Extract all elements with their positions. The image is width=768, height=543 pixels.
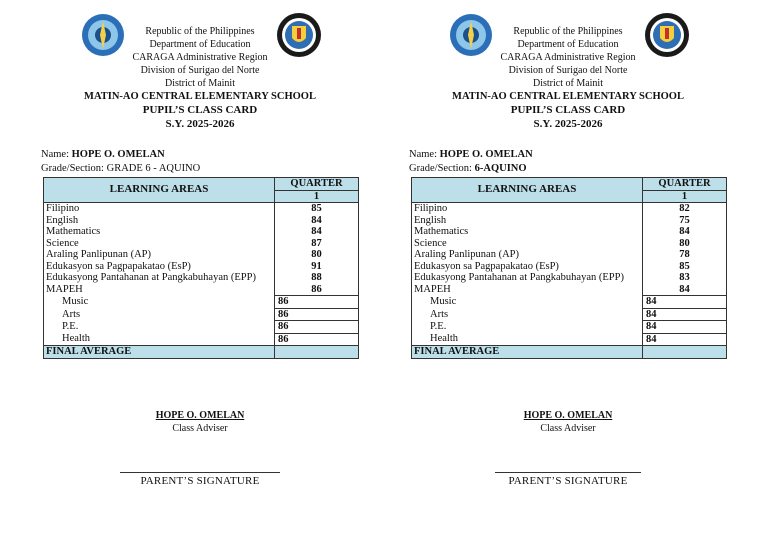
final-average-value (643, 346, 727, 359)
school-year: S.Y. 2025-2026 (165, 118, 235, 130)
mapeh-component: Health (412, 333, 643, 346)
mapeh-component: Arts (44, 308, 275, 321)
card-header (38, 25, 362, 131)
mapeh-grade: 84 (643, 333, 727, 346)
grade-section-label: Grade/Section: (409, 163, 472, 174)
pupil-name: HOPE O. OMELAN (439, 149, 533, 160)
table-row (412, 203, 727, 215)
learning-areas-header: LEARNING AREAS (44, 178, 275, 203)
subject-name: Edukasyong Pantahanan at Pangkabuhayan (EPP) (44, 272, 275, 284)
header-republic: Republic of the Philippines (513, 26, 623, 37)
grades-table (43, 177, 359, 359)
header-department: Department of Education (149, 39, 251, 50)
final-average-label: FINAL AVERAGE (412, 346, 643, 359)
adviser-title: Class Adviser (540, 423, 596, 434)
final-average-row (44, 346, 359, 359)
subject-grade: 86 (275, 284, 359, 296)
mapeh-component: Music (412, 296, 643, 309)
subject-name: Araling Panlipunan (AP) (412, 249, 643, 261)
table-row (412, 238, 727, 250)
mapeh-grade: 86 (275, 333, 359, 346)
mapeh-component: P.E. (44, 321, 275, 334)
header-region: CARAGA Administrative Region (500, 52, 636, 63)
card-header (406, 25, 730, 131)
subject-grade: 87 (275, 238, 359, 250)
table-row (44, 238, 359, 250)
school-year: S.Y. 2025-2026 (533, 118, 603, 130)
subject-name: Mathematics (44, 226, 275, 238)
mapeh-grade: 84 (643, 296, 727, 309)
table-row (412, 272, 727, 284)
subject-grade: 91 (275, 261, 359, 273)
table-row (44, 296, 359, 309)
adviser-block (38, 409, 362, 435)
quarter-header: QUARTER (275, 178, 359, 191)
subject-grade: 80 (275, 249, 359, 261)
grade-section-value: GRADE 6 - AQUINO (106, 163, 201, 174)
quarter-number: 1 (275, 190, 359, 203)
subject-grade: 82 (643, 203, 727, 215)
subject-grade: 84 (643, 226, 727, 238)
subject-grade: 78 (643, 249, 727, 261)
school-name: MATIN-AO CENTRAL ELEMENTARY SCHOOL (84, 91, 316, 102)
subject-grade: 80 (643, 238, 727, 250)
final-average-label: FINAL AVERAGE (44, 346, 275, 359)
mapeh-grade: 86 (275, 321, 359, 334)
table-row (44, 215, 359, 227)
adviser-name: HOPE O. OMELAN (523, 410, 613, 421)
table-row (412, 321, 727, 334)
table-row (44, 321, 359, 334)
signature-line (120, 472, 280, 473)
subject-name: English (44, 215, 275, 227)
learning-areas-header: LEARNING AREAS (412, 178, 643, 203)
class-card-right (406, 0, 766, 543)
subject-name: Mathematics (412, 226, 643, 238)
pupil-name-line (409, 148, 533, 161)
table-row (44, 261, 359, 273)
mapeh-grade: 86 (275, 296, 359, 309)
table-row (44, 272, 359, 284)
adviser-block (406, 409, 730, 435)
parent-signature-label: PARENT’S SIGNATURE (140, 475, 260, 487)
subject-grade: 83 (643, 272, 727, 284)
pupil-name-line (41, 148, 165, 161)
table-row (412, 296, 727, 309)
subject-name: Edukasyong Pantahanan at Pangkabuhayan (EPP) (412, 272, 643, 284)
mapeh-grade: 84 (643, 308, 727, 321)
subject-grade: 85 (643, 261, 727, 273)
quarter-header: QUARTER (643, 178, 727, 191)
table-row (412, 249, 727, 261)
table-row (44, 226, 359, 238)
subject-grade: 85 (275, 203, 359, 215)
grade-section-label: Grade/Section: (41, 163, 104, 174)
class-card-left (38, 0, 398, 543)
card-title: PUPIL’S CLASS CARD (142, 104, 258, 116)
grade-section-value: 6-AQUINO (474, 163, 527, 174)
signature-line (495, 472, 641, 473)
subject-grade: 84 (643, 284, 727, 296)
adviser-name: HOPE O. OMELAN (155, 410, 245, 421)
card-title: PUPIL’S CLASS CARD (510, 104, 626, 116)
header-department: Department of Education (517, 39, 619, 50)
adviser-title: Class Adviser (172, 423, 228, 434)
name-label: Name: (409, 149, 437, 160)
table-row (412, 261, 727, 273)
table-row (412, 308, 727, 321)
table-row (44, 249, 359, 261)
mapeh-component: Health (44, 333, 275, 346)
subject-name: Araling Panlipunan (AP) (44, 249, 275, 261)
header-division: Division of Surigao del Norte (508, 65, 628, 76)
mapeh-component: Arts (412, 308, 643, 321)
mapeh-grade: 84 (643, 321, 727, 334)
pupil-name: HOPE O. OMELAN (71, 149, 165, 160)
subject-name: English (412, 215, 643, 227)
subject-grade: 88 (275, 272, 359, 284)
header-republic: Republic of the Philippines (145, 26, 255, 37)
subject-grade: 84 (275, 215, 359, 227)
grade-section-line (409, 162, 527, 175)
subject-grade: 84 (275, 226, 359, 238)
subject-name: MAPEH (44, 284, 275, 296)
grades-table (411, 177, 727, 359)
subject-name: MAPEH (412, 284, 643, 296)
mapeh-component: P.E. (412, 321, 643, 334)
table-row (44, 308, 359, 321)
school-name: MATIN-AO CENTRAL ELEMENTARY SCHOOL (452, 91, 684, 102)
header-region: CARAGA Administrative Region (132, 52, 268, 63)
subject-name: Filipino (412, 203, 643, 215)
table-row (412, 284, 727, 296)
quarter-number: 1 (643, 190, 727, 203)
grade-section-line (41, 162, 200, 175)
table-row (44, 203, 359, 215)
table-row (412, 226, 727, 238)
header-district: District of Mainit (165, 78, 235, 89)
subject-name: Edukasyon sa Pagpapakatao (EsP) (412, 261, 643, 273)
subject-name: Science (44, 238, 275, 250)
table-row (412, 215, 727, 227)
final-average-row (412, 346, 727, 359)
subject-name: Edukasyon sa Pagpapakatao (EsP) (44, 261, 275, 273)
table-row (44, 333, 359, 346)
table-row (412, 333, 727, 346)
final-average-value (275, 346, 359, 359)
header-district: District of Mainit (533, 78, 603, 89)
subject-name: Filipino (44, 203, 275, 215)
table-row (44, 284, 359, 296)
parent-signature-label: PARENT’S SIGNATURE (508, 475, 628, 487)
subject-name: Science (412, 238, 643, 250)
name-label: Name: (41, 149, 69, 160)
mapeh-component: Music (44, 296, 275, 309)
subject-grade: 75 (643, 215, 727, 227)
mapeh-grade: 86 (275, 308, 359, 321)
header-division: Division of Surigao del Norte (140, 65, 260, 76)
